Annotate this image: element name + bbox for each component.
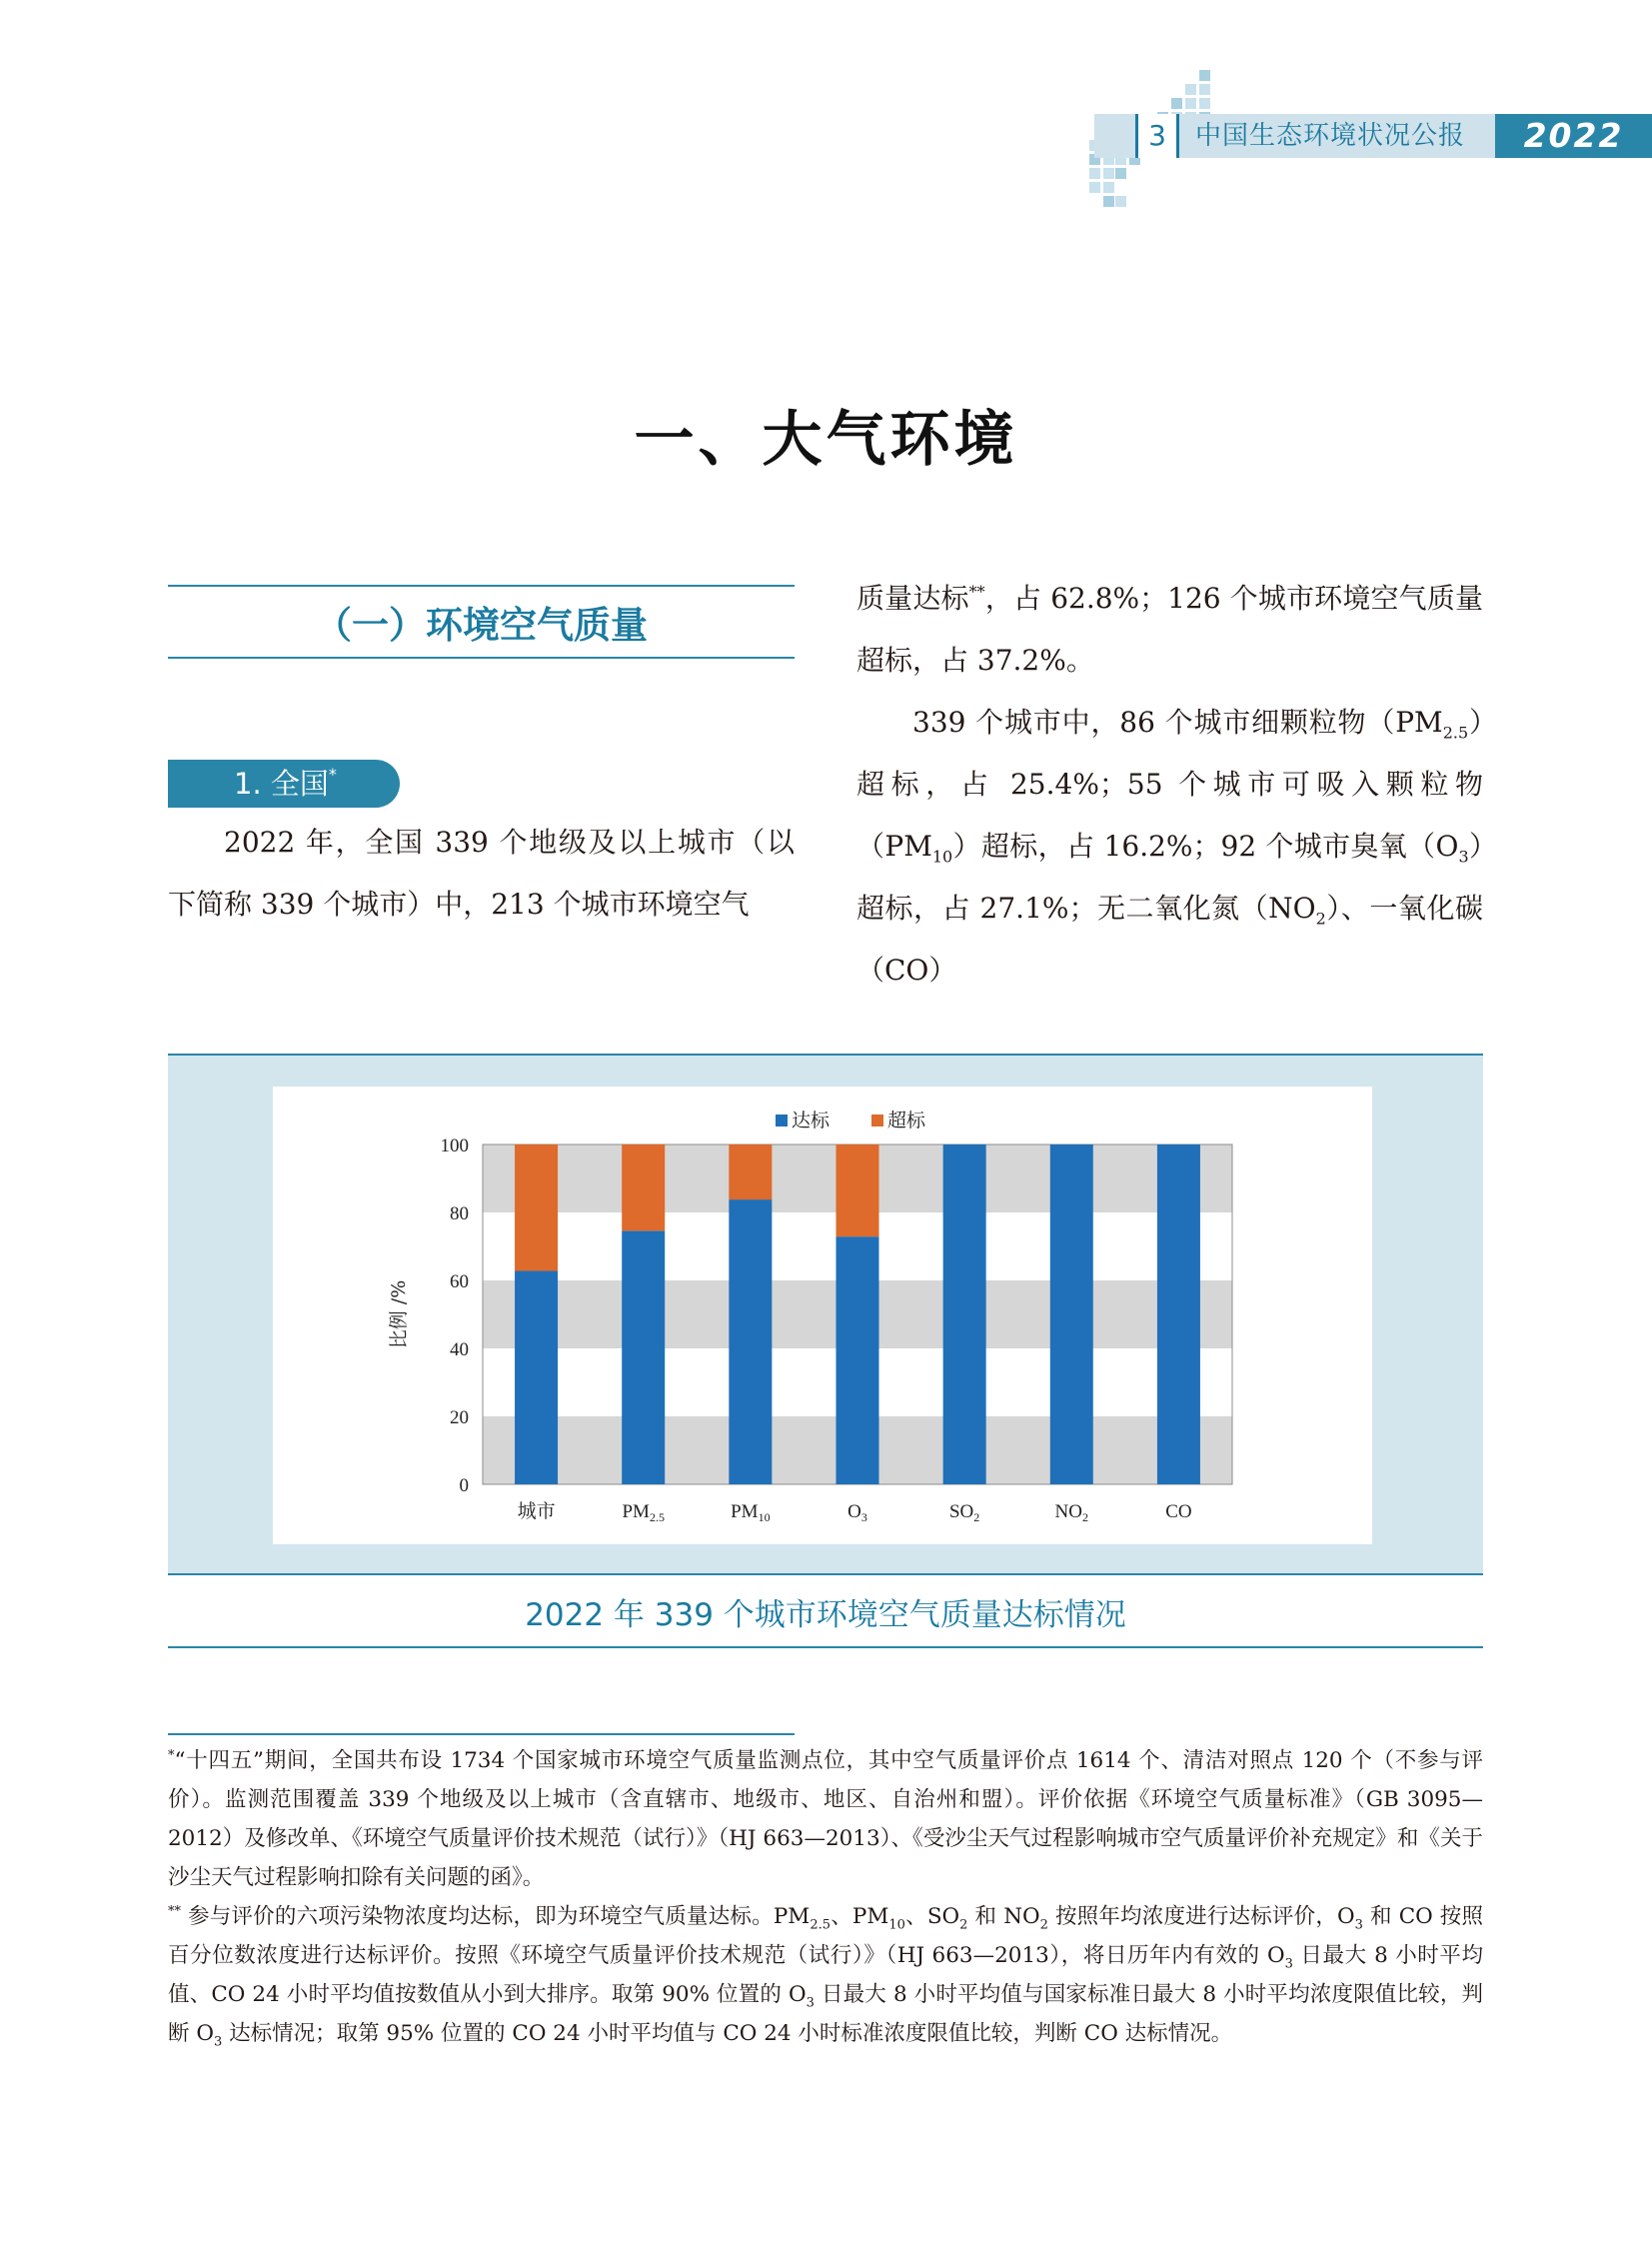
report-title: 中国生态环境状况公报 [1195, 121, 1466, 151]
subsection-footnote-mark: * [328, 765, 337, 784]
bar-exceeding [836, 1144, 879, 1236]
mosaic-square [1171, 98, 1182, 109]
subsection-label [168, 760, 400, 808]
mosaic-square [1103, 182, 1114, 193]
mosaic-square [1089, 168, 1100, 179]
mosaic-square [1185, 98, 1196, 109]
bar-compliant [836, 1236, 879, 1484]
mosaic-square [1115, 168, 1126, 179]
bar-compliant [1157, 1144, 1200, 1484]
chart-panel [273, 1087, 1372, 1544]
section-rule-bottom [168, 657, 795, 659]
x-tick-label: CO [1165, 1501, 1192, 1522]
right-paragraph-2 [856, 692, 1483, 1002]
fn2-part: 、PM [830, 1904, 889, 1929]
legend-label: 达标 [792, 1110, 830, 1131]
mosaic-square [1103, 168, 1114, 179]
y-tick-label: 20 [450, 1407, 469, 1428]
fn2-part: 和 NO [967, 1904, 1040, 1929]
footnote-1-mark: * [168, 1747, 175, 1763]
mosaic-square [1103, 196, 1114, 207]
fn2-part: 、SO [904, 1904, 960, 1929]
para1-part-b: ，占 62.8%；126 个城市环境空气质量超标，占 37.2%。 [856, 582, 1483, 677]
para1-part-a: 质量达标 [856, 582, 969, 615]
para2-part-c: ）超标，占 16.2%；92 个城市臭氧（O [952, 830, 1459, 863]
para2-sub-pm25: 2.5 [1442, 723, 1469, 743]
bar-exceeding [622, 1144, 665, 1230]
y-tick-label: 40 [450, 1339, 469, 1360]
fn2-sub: 2.5 [810, 1917, 830, 1933]
legend-swatch-compliant [776, 1115, 788, 1126]
right-paragraph-1 [856, 568, 1483, 692]
fn2-part: 按照年均浓度进行达标评价，O [1047, 1904, 1355, 1929]
chapter-title: 一、大气环境 [634, 405, 1018, 475]
caption-rule [168, 1646, 1483, 1648]
fn2-sub: 3 [1354, 1917, 1363, 1933]
bar-exceeding [515, 1144, 558, 1270]
mosaic-square [1199, 84, 1210, 95]
x-tick-label: $NO_2$ [1054, 1501, 1089, 1524]
left-paragraph-text: 2022 年，全国 339 个地级及以上城市（以下简称 339 个城市）中，213 个城市环境空气 [168, 826, 795, 921]
para1-footnote-mark: ** [968, 582, 985, 602]
para2-sub-o3: 3 [1458, 847, 1469, 867]
subsection-label-text: 1. 全国 [234, 767, 329, 801]
y-axis-label: 比例 /% [388, 1279, 410, 1349]
bar-compliant [515, 1270, 558, 1484]
mosaic-square [1115, 196, 1126, 207]
left-paragraph [168, 812, 795, 936]
fn2-sub: 10 [888, 1917, 905, 1933]
fn2-sub: 3 [1284, 1956, 1293, 1972]
x-tick-label: $PM_{2.5}$ [622, 1501, 665, 1524]
section-title: （一）环境空气质量 [315, 604, 648, 647]
fn2-sub: 2 [1039, 1917, 1048, 1933]
figure-caption: 2022 年 339 个城市环境空气质量达标情况 [525, 1597, 1126, 1633]
fn2-part: 日最大 8 小时平均值与国家标准日最大 8 小时平均浓度限值比较，判断 O [168, 1982, 1483, 2046]
mosaic-square [1199, 98, 1210, 109]
fn2-part: 达标情况；取第 95% 位置的 CO 24 小时平均值与 CO 24 小时标准浓度限值比较，判断 CO 达标情况。 [222, 2021, 1233, 2046]
fn2-sub: 2 [959, 1917, 968, 1933]
fn2-part: 和 CO 按照百分位数浓度进行达标评价。按照《环境空气质量评价技术规范（试行）》（HJ 663—2013），将日历年内有效的 O [168, 1904, 1483, 1968]
mosaic-square [1089, 182, 1100, 193]
x-tick-label: $SO_2$ [948, 1501, 980, 1524]
y-tick-label: 80 [450, 1203, 469, 1224]
y-tick-label: 0 [459, 1475, 469, 1496]
para2-sub-pm10: 10 [931, 847, 953, 867]
y-tick-label: 60 [450, 1271, 469, 1292]
para2-sub-no2: 2 [1315, 909, 1326, 929]
fn2-sub: 3 [806, 1995, 815, 2011]
page-number: 3 [1135, 114, 1179, 158]
legend-swatch-exceeding [871, 1115, 883, 1126]
fn2-part: 日最大 8 小时平均值、CO 24 小时平均值按数值从小到大排序。取第 90% 位置的 O [168, 1943, 1483, 2007]
bar-compliant [943, 1144, 986, 1484]
para2-part-d: ）超标，占 27.1%；无二氧化氮（NO [856, 830, 1483, 925]
footnote-2 [168, 1897, 1483, 2053]
mosaic-square [1199, 70, 1210, 81]
para2-part-a: 339 个城市中，86 个城市细颗粒物（PM [912, 706, 1443, 739]
x-tick-label: $PM_{10}$ [731, 1501, 771, 1524]
mosaic-square [1185, 84, 1196, 95]
fn2-sub: 3 [213, 2034, 223, 2050]
bar-compliant [1050, 1144, 1093, 1484]
footnote-1-text: “十四五”期间，全国共布设 1734 个国家城市环境空气质量监测点位，其中空气质量评价点 1614 个、清洁对照点 120 个（不参与评价）。监测范围覆盖 339 个地级及以上城市（含直辖市、地级市、地区、自治州和盟）。评价依据《环境空气质量标准》（GB 3095—2012）及修改单、《环境空气质量评价技术规范（试行）》（HJ 663—2013）、《受沙尘天气过程影响城市空气质量评价补充规定》和《关于沙尘天气过程影响扣除有关问题的函》。 [168, 1748, 1483, 1890]
para2-part-b: ）超标，占 25.4%；55 个城市可吸入颗粒物（PM [856, 706, 1483, 863]
x-tick-label: $O_3$ [847, 1501, 867, 1524]
bar-compliant [729, 1199, 772, 1484]
footnote-rule [168, 1733, 795, 1735]
legend-label: 超标 [887, 1110, 926, 1131]
report-year: 2022 [1495, 114, 1652, 158]
bar-exceeding [729, 1144, 772, 1199]
x-tick-label: 城市 [517, 1501, 556, 1522]
footnote-2-mark: ** [168, 1903, 181, 1919]
y-tick-label: 100 [440, 1135, 469, 1156]
stacked-bar-chart [273, 1087, 1372, 1544]
fn2-part: 参与评价的六项污染物浓度均达标，即为环境空气质量达标。PM [181, 1904, 811, 1929]
footnote-1 [168, 1741, 1483, 1897]
para2-part-e: ）、一氧化碳（CO） [856, 892, 1483, 987]
bar-compliant [622, 1230, 665, 1484]
section-rule-top [168, 585, 795, 587]
